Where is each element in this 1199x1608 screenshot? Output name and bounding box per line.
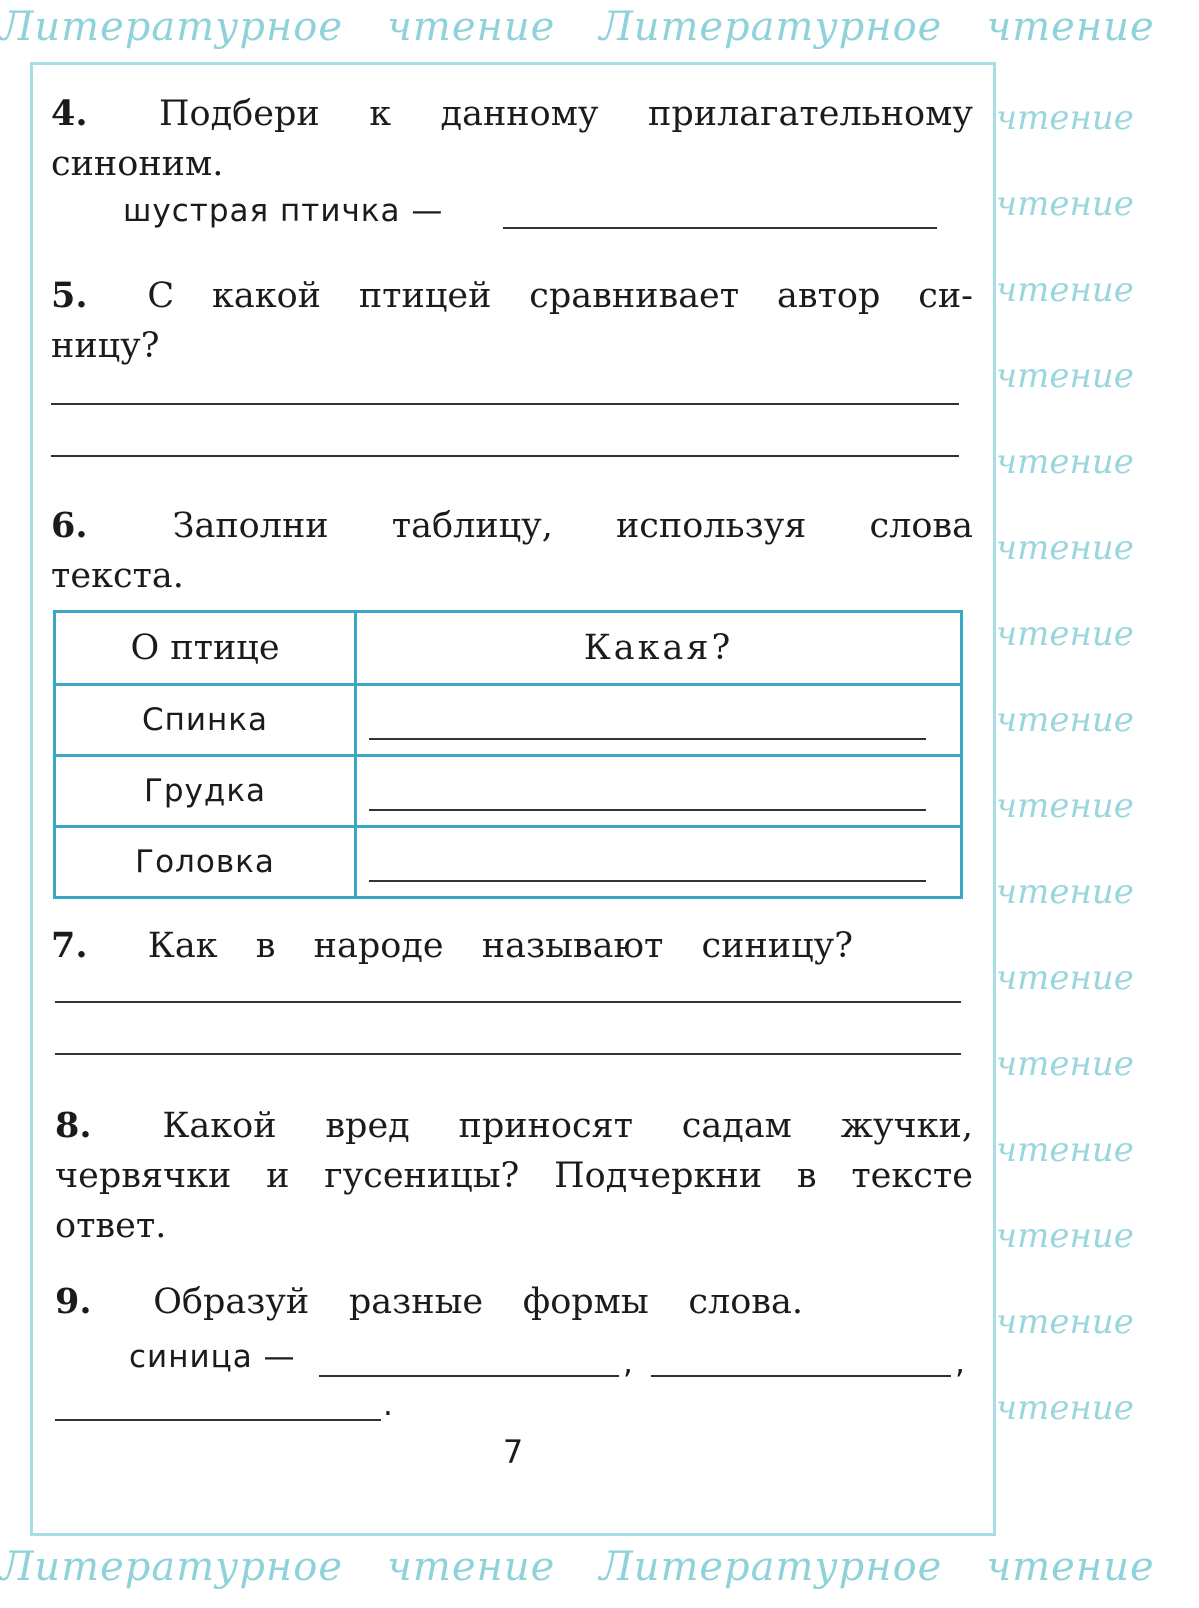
comma: , [623, 1345, 634, 1381]
page-number: 7 [502, 1433, 524, 1471]
question-9-line-1: 9. Образуй разные формы слова. [55, 1281, 803, 1322]
table-header-bird: О птице [55, 612, 356, 685]
row-label: Головка [55, 827, 356, 898]
question-8-line-2: червячки и гусеницы? Подчеркни в тексте [55, 1156, 973, 1196]
word-form-answer-line[interactable] [55, 1419, 381, 1421]
row-label: Спинка [55, 685, 356, 756]
table-header-row [55, 612, 962, 685]
side-decoration: чтение [996, 184, 1134, 224]
question-number: 9. [55, 1281, 92, 1322]
question-4-line-2: синоним. [51, 144, 224, 184]
question-4 [51, 89, 973, 189]
question-number: 7. [51, 925, 88, 966]
side-decoration: чтение [996, 872, 1134, 912]
answer-line[interactable] [369, 809, 926, 811]
table-header-what-kind: Какая? [356, 612, 962, 685]
answer-line[interactable] [55, 1053, 961, 1055]
word-form-answer-line[interactable] [651, 1375, 951, 1377]
question-5-line-2: ницу? [51, 326, 160, 366]
synonym-prompt: шустрая птичка — [123, 193, 444, 229]
word-form-answer-line[interactable] [319, 1375, 619, 1377]
answer-cell[interactable] [356, 827, 962, 898]
side-decoration: чтение [996, 356, 1134, 396]
answer-line[interactable] [51, 455, 959, 457]
answer-cell[interactable] [356, 756, 962, 827]
side-decoration: чтение [996, 786, 1134, 826]
table-row [55, 827, 962, 898]
answer-line[interactable] [51, 403, 959, 405]
question-8 [55, 1101, 973, 1251]
answer-line[interactable] [369, 738, 926, 740]
side-decoration: чтение [996, 270, 1134, 310]
period: . [383, 1387, 394, 1423]
question-8-line-3: ответ. [55, 1206, 167, 1246]
table-row [55, 756, 962, 827]
bird-description-table [53, 610, 963, 899]
side-decoration: чтение [996, 1216, 1134, 1256]
side-decoration: чтение [996, 958, 1134, 998]
question-7-line-1: 7. Как в народе называют синицу? [51, 925, 853, 966]
answer-cell[interactable] [356, 685, 962, 756]
worksheet-card [30, 62, 996, 1536]
question-5 [51, 271, 973, 371]
side-decoration: чтение [996, 1302, 1134, 1342]
question-6 [51, 501, 973, 601]
answer-line[interactable] [55, 1001, 961, 1003]
question-7 [51, 921, 853, 971]
question-6-line-2: текста. [51, 556, 184, 596]
side-decoration: чтение [996, 1388, 1134, 1428]
question-8-line-1: 8. Какой вред приносят садам жучки, [55, 1105, 973, 1146]
side-decoration: чтение [996, 98, 1134, 138]
side-decoration: чтение [996, 1044, 1134, 1084]
question-9 [55, 1277, 803, 1327]
question-number: 6. [51, 505, 88, 546]
question-number: 8. [55, 1105, 92, 1146]
side-decoration: чтение [996, 700, 1134, 740]
side-decoration: чтение [996, 528, 1134, 568]
question-6-line-1: 6. Заполни таблицу, используя слова [51, 505, 973, 546]
question-number: 4. [51, 93, 88, 134]
header-band: Литературное чтение Литературное чтение [0, 4, 1155, 50]
word-forms-prompt: синица — [129, 1339, 296, 1375]
side-decoration: чтение [996, 1130, 1134, 1170]
side-decoration: чтение [996, 442, 1134, 482]
question-5-line-1: 5. С какой птицей сравнивает автор си- [51, 275, 973, 316]
answer-line[interactable] [369, 880, 926, 882]
question-number: 5. [51, 275, 88, 316]
comma: , [955, 1345, 966, 1381]
synonym-answer-line[interactable] [503, 227, 937, 229]
question-4-line-1: 4. Подбери к данному прилагательному [51, 93, 973, 134]
row-label: Грудка [55, 756, 356, 827]
side-decoration: чтение [996, 614, 1134, 654]
footer-band: Литературное чтение Литературное чтение [0, 1544, 1155, 1590]
table-row [55, 685, 962, 756]
